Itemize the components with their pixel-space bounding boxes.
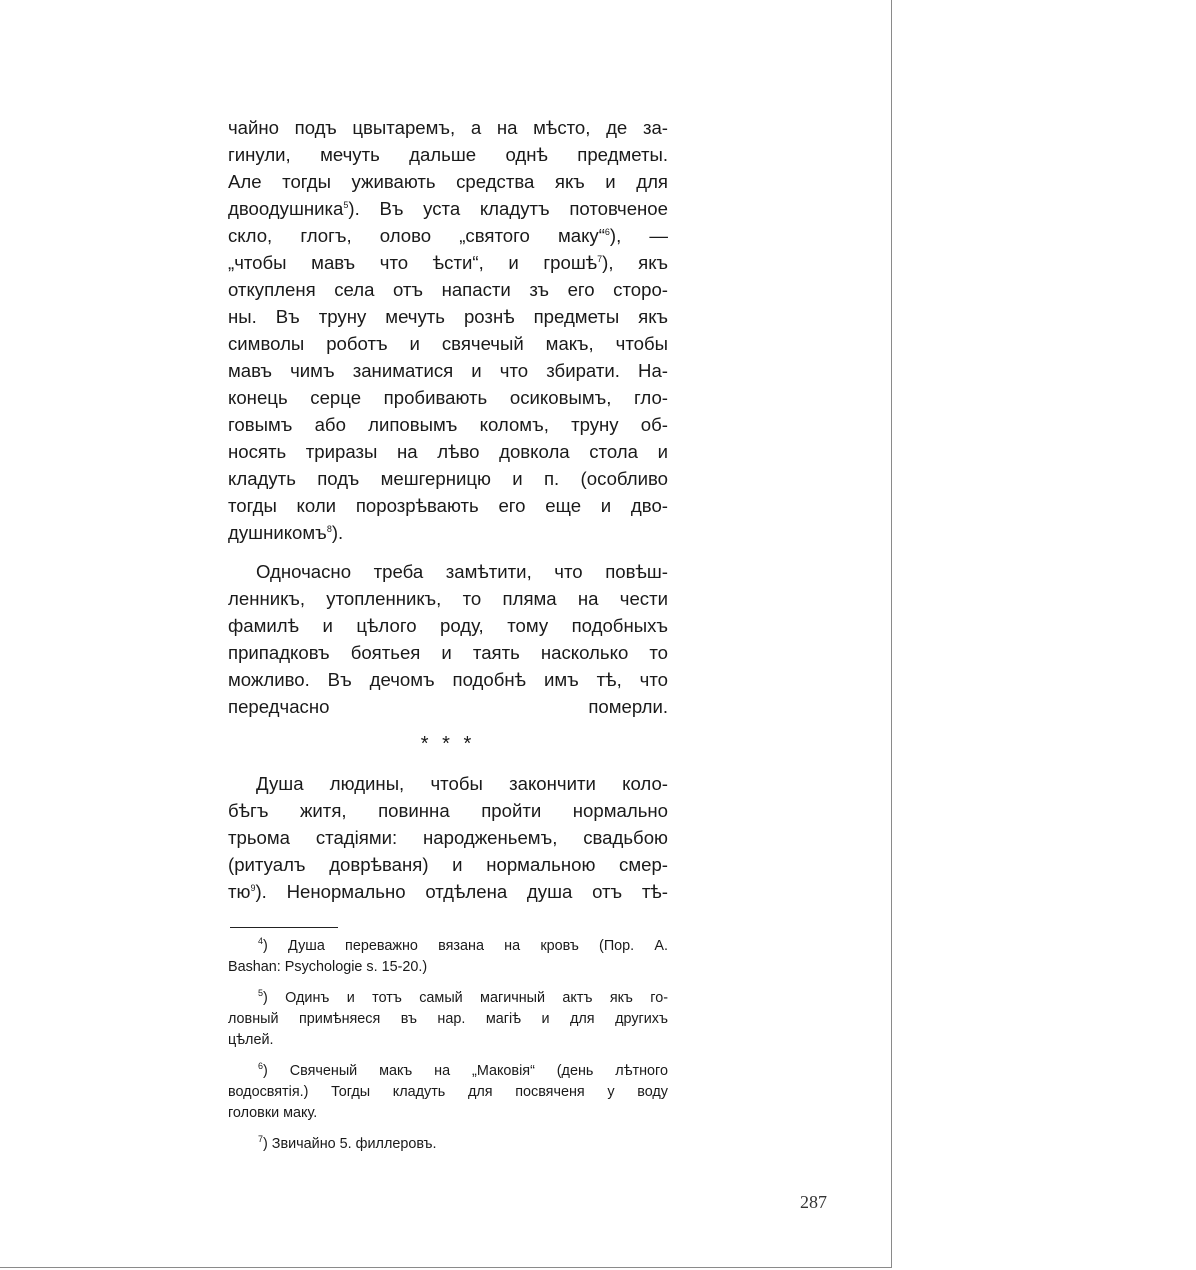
footnote [228, 936, 668, 978]
text-fragment: ), якъ [602, 252, 668, 273]
footnote [228, 1134, 668, 1155]
text-line: мавъ чимъ заниматися и что збирати. На- [228, 360, 668, 381]
text-line [228, 878, 668, 905]
footnote-line [228, 1061, 668, 1082]
text-line: фамилѣ и цѣлого роду, тому подобныхъ [228, 615, 668, 636]
footnote-mark: 7 [258, 1134, 264, 1145]
text-line [228, 222, 668, 249]
text-fragment: ) Душа переважно вязана на кровъ (Пор. А. [263, 938, 668, 954]
footnote-line [228, 988, 668, 1009]
section-separator: * * * [420, 733, 476, 755]
footnote-ref: 7 [597, 253, 603, 264]
text-fragment: двоодушника [228, 198, 344, 219]
text-line: Одночасно треба замѣтити, что повѣш- [256, 561, 668, 582]
footnote [228, 988, 668, 1051]
text-line: ленникъ, утопленникъ, то пляма на чести [228, 588, 668, 609]
page-number: 287 [800, 1192, 827, 1212]
text-fragment: ). [331, 522, 344, 543]
text-line: символы роботъ и свячечый макъ, чтобы [228, 333, 668, 354]
text-fragment: ), — [609, 225, 668, 246]
text-fragment: душникомъ [228, 522, 327, 543]
text-fragment: ) Одинъ и тотъ самый магичный актъ якъ го- [263, 990, 668, 1006]
text-line: кладуть подъ мешгерницю и п. (особливо [228, 468, 668, 489]
text-line: можливо. Въ дечомъ подобнѣ имъ тѣ, что [228, 669, 668, 690]
text-line [228, 519, 668, 546]
text-line: передчасно померли. [228, 696, 668, 717]
footnote-ref: 6 [604, 226, 610, 237]
text-line [228, 195, 668, 222]
footnote-divider [230, 927, 338, 928]
footnote-line: головки маку. [228, 1105, 318, 1121]
scanned-text-block [228, 114, 668, 1165]
text-fragment: ). Въ уста кладутъ потовченое [348, 198, 668, 219]
text-line: Але тогды уживають средства якъ и для [228, 171, 668, 192]
footnote-line [228, 936, 668, 957]
text-line: (ритуалъ доврѣваня) и нормальною смер- [228, 854, 668, 875]
paragraph-3 [228, 770, 668, 905]
footnote-mark: 6 [258, 1061, 264, 1072]
paragraph-1 [228, 114, 668, 546]
footnote-line: ловный примѣняеся въ нар. магіѣ и для другихъ [228, 1011, 668, 1027]
text-line: говымъ або липовымъ коломъ, труну об- [228, 414, 668, 435]
text-line: ны. Въ труну мечуть рознѣ предметы якъ [228, 306, 668, 327]
text-line: гинули, мечуть дальше однѣ предметы. [228, 144, 668, 165]
footnote [228, 1061, 668, 1124]
text-line: трьома стадіями: народженьемъ, свадьбою [228, 827, 668, 848]
text-line: чайно подъ цвытаремъ, а на мѣсто, де за- [228, 117, 668, 138]
paragraph-2 [228, 558, 668, 720]
text-fragment: скло, глогъ, олово „святого маку“ [228, 225, 605, 246]
text-line: конець серце пробивають осиковымъ, гло- [228, 387, 668, 408]
footnote-line [228, 1134, 668, 1155]
footnotes [228, 936, 668, 1155]
text-line [228, 249, 668, 276]
text-fragment: ) Свяченый макъ на „Маковія“ (день лѣтного [263, 1063, 668, 1079]
footnote-line: водосвятія.) Тогды кладуть для посвяченя у воду [228, 1084, 668, 1100]
text-fragment: тю [228, 881, 251, 902]
text-line: носять триразы на лѣво довкола стола и [228, 441, 668, 462]
footnote-line: Bashan: Psychologie s. 15-20.) [228, 959, 428, 975]
text-line: откупленя села отъ напасти зъ его сторо- [228, 279, 668, 300]
footnote-ref: 5 [343, 199, 349, 210]
text-fragment: „чтобы мавъ что ѣсти“, и грошѣ [228, 252, 598, 273]
text-fragment: ). Ненормально отдѣлена душа отъ тѣ- [255, 881, 668, 902]
footnote-ref: 9 [250, 882, 256, 893]
text-line: бѣгъ житя, повинна пройти нормально [228, 800, 668, 821]
text-line: Душа людины, чтобы закончити коло- [256, 773, 668, 794]
text-fragment: ) Звичайно 5. филлеровъ. [263, 1136, 437, 1152]
footnote-mark: 4 [258, 936, 264, 947]
footnote-line: цѣлей. [228, 1032, 274, 1048]
text-line: тогды коли порозрѣвають его еще и дво- [228, 495, 668, 516]
footnote-mark: 5 [258, 988, 264, 999]
text-line: припадковъ боятьея и таять насколько то [228, 642, 668, 663]
footnote-ref: 8 [326, 523, 332, 534]
